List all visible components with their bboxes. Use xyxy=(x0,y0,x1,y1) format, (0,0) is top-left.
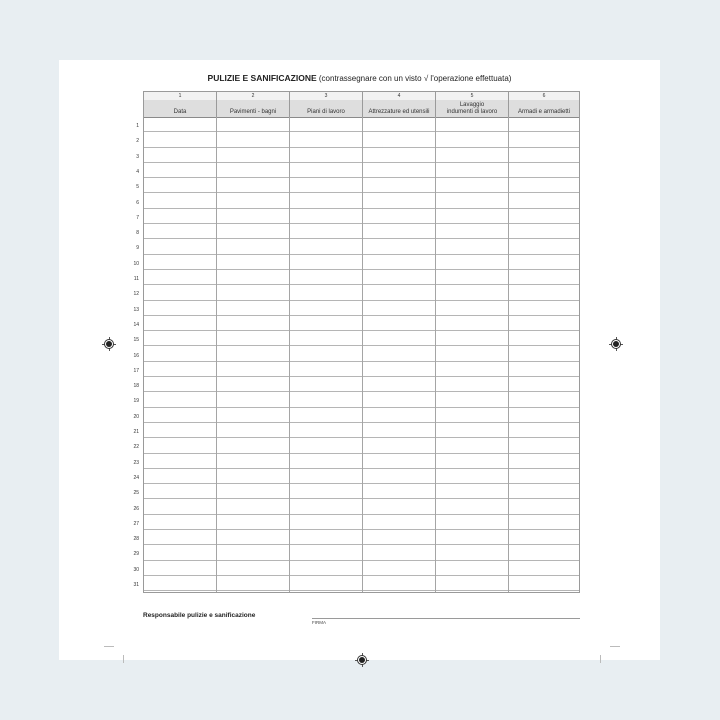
entry-cell[interactable] xyxy=(363,576,436,590)
column-number: 1 xyxy=(144,92,217,100)
entry-cell[interactable] xyxy=(436,408,509,422)
entry-cell[interactable] xyxy=(509,224,579,238)
row-number: 25 xyxy=(133,490,139,497)
entry-cell[interactable] xyxy=(144,316,217,330)
entry-cell[interactable] xyxy=(217,362,290,376)
entry-cell[interactable] xyxy=(290,148,363,162)
entry-cell[interactable] xyxy=(436,301,509,315)
entry-cell[interactable] xyxy=(217,484,290,498)
entry-cell[interactable] xyxy=(290,408,363,422)
entry-cell[interactable] xyxy=(509,178,579,192)
entry-cell[interactable] xyxy=(290,377,363,391)
entry-cell[interactable] xyxy=(290,194,363,208)
entry-cell[interactable] xyxy=(509,484,579,498)
entry-cell[interactable] xyxy=(290,438,363,452)
row-number: 4 xyxy=(136,168,139,175)
row-number: 28 xyxy=(133,536,139,543)
entry-cell[interactable] xyxy=(217,209,290,223)
entry-cell[interactable] xyxy=(509,469,579,483)
entry-cell[interactable] xyxy=(217,270,290,284)
entry-cell[interactable] xyxy=(363,194,436,208)
entry-cell[interactable] xyxy=(217,224,290,238)
entry-cell[interactable] xyxy=(509,239,579,253)
entry-cell[interactable] xyxy=(290,561,363,575)
entry-cell[interactable] xyxy=(217,178,290,192)
column-divider xyxy=(216,117,217,592)
entry-cell[interactable] xyxy=(217,148,290,162)
entry-cell[interactable] xyxy=(436,454,509,468)
entry-cell[interactable] xyxy=(509,515,579,529)
entry-cell[interactable] xyxy=(436,117,509,131)
entry-cell[interactable] xyxy=(436,392,509,406)
entry-cell[interactable] xyxy=(363,423,436,437)
row-number: 5 xyxy=(136,184,139,191)
entry-cell[interactable] xyxy=(217,285,290,299)
entry-cell[interactable] xyxy=(144,561,217,575)
entry-cell[interactable] xyxy=(217,117,290,131)
entry-cell[interactable] xyxy=(144,255,217,269)
entry-cell[interactable] xyxy=(509,132,579,146)
entry-cell[interactable] xyxy=(144,469,217,483)
entry-cell[interactable] xyxy=(363,316,436,330)
column-number: 3 xyxy=(290,92,363,100)
entry-cell[interactable] xyxy=(509,301,579,315)
entry-cell[interactable] xyxy=(509,408,579,422)
column-number: 2 xyxy=(217,92,290,100)
row-number: 27 xyxy=(133,520,139,527)
entry-cell[interactable] xyxy=(436,178,509,192)
entry-cell[interactable] xyxy=(436,285,509,299)
signature-label: FIRMA xyxy=(312,620,326,625)
entry-cell[interactable] xyxy=(363,301,436,315)
column-number: 5 xyxy=(436,92,509,100)
row-number: 1 xyxy=(136,123,139,129)
form-subtitle: (contrassegnare con un visto √ l'operazione effettuata) xyxy=(318,74,512,83)
entry-cell[interactable] xyxy=(509,209,579,223)
row-number: 17 xyxy=(133,367,139,374)
entry-cell[interactable] xyxy=(363,148,436,162)
entry-cell[interactable] xyxy=(290,500,363,514)
entry-cell[interactable] xyxy=(363,561,436,575)
column-header: Armadi e armadietti xyxy=(517,108,571,115)
entry-cell[interactable] xyxy=(144,347,217,361)
entry-cell[interactable] xyxy=(217,301,290,315)
entry-cell[interactable] xyxy=(144,454,217,468)
entry-cell[interactable] xyxy=(144,117,217,131)
entry-cell[interactable] xyxy=(290,454,363,468)
entry-cell[interactable] xyxy=(363,530,436,544)
row-number: 2 xyxy=(136,138,139,145)
entry-cell[interactable] xyxy=(217,408,290,422)
entry-cell[interactable] xyxy=(217,239,290,253)
entry-cell[interactable] xyxy=(436,438,509,452)
row-number: 7 xyxy=(136,214,139,221)
entry-cell[interactable] xyxy=(436,209,509,223)
entry-cell[interactable] xyxy=(144,545,217,559)
entry-cell[interactable] xyxy=(144,194,217,208)
entry-cell[interactable] xyxy=(144,362,217,376)
column-number: 4 xyxy=(363,92,436,100)
entry-cell[interactable] xyxy=(363,270,436,284)
column-divider xyxy=(362,117,363,592)
entry-cell[interactable] xyxy=(217,377,290,391)
entry-cell[interactable] xyxy=(509,117,579,131)
row-number: 22 xyxy=(133,444,139,451)
entry-cell[interactable] xyxy=(436,500,509,514)
entry-cell[interactable] xyxy=(290,239,363,253)
entry-cell[interactable] xyxy=(436,377,509,391)
entry-cell[interactable] xyxy=(217,423,290,437)
entry-cell[interactable] xyxy=(144,500,217,514)
entry-cell[interactable] xyxy=(144,377,217,391)
entry-cell[interactable] xyxy=(144,408,217,422)
entry-cell[interactable] xyxy=(290,530,363,544)
entry-cell[interactable] xyxy=(217,500,290,514)
entry-cell[interactable] xyxy=(436,194,509,208)
entry-cell[interactable] xyxy=(363,132,436,146)
entry-cell[interactable] xyxy=(217,316,290,330)
entry-cell[interactable] xyxy=(509,561,579,575)
row-number: 9 xyxy=(136,245,139,252)
entry-cell[interactable] xyxy=(509,285,579,299)
entry-cell[interactable] xyxy=(144,285,217,299)
entry-cell[interactable] xyxy=(290,392,363,406)
entry-cell[interactable] xyxy=(436,423,509,437)
entry-cell[interactable] xyxy=(144,270,217,284)
entry-cell[interactable] xyxy=(436,545,509,559)
entry-cell[interactable] xyxy=(144,484,217,498)
row-number: 8 xyxy=(136,230,139,237)
row-number: 21 xyxy=(133,429,139,435)
entry-cell[interactable] xyxy=(509,377,579,391)
column-divider xyxy=(289,117,290,592)
entry-cell[interactable] xyxy=(363,545,436,559)
entry-cell[interactable] xyxy=(509,576,579,590)
entry-cell[interactable] xyxy=(217,530,290,544)
entry-cell[interactable] xyxy=(363,347,436,361)
entry-cell[interactable] xyxy=(217,576,290,590)
row-number: 29 xyxy=(133,551,139,558)
entry-cell[interactable] xyxy=(290,484,363,498)
signature-line[interactable] xyxy=(312,618,580,619)
entry-cell[interactable] xyxy=(436,469,509,483)
entry-cell[interactable] xyxy=(436,530,509,544)
entry-cell[interactable] xyxy=(290,331,363,345)
entry-cell[interactable] xyxy=(290,117,363,131)
form-title xyxy=(59,73,660,83)
entry-cell[interactable] xyxy=(509,331,579,345)
entry-cell[interactable] xyxy=(144,148,217,162)
entry-cell[interactable] xyxy=(509,362,579,376)
entry-cell[interactable] xyxy=(217,561,290,575)
entry-cell[interactable] xyxy=(509,316,579,330)
entry-cell[interactable] xyxy=(509,148,579,162)
registration-mark-bottom-icon xyxy=(357,655,367,665)
column-header: Pavimenti - bagni xyxy=(217,100,290,117)
entry-cell[interactable] xyxy=(363,500,436,514)
entry-cell[interactable] xyxy=(144,178,217,192)
entry-cell[interactable] xyxy=(509,500,579,514)
row-number: 19 xyxy=(133,398,139,405)
entry-cell[interactable] xyxy=(144,239,217,253)
entry-cell[interactable] xyxy=(144,515,217,529)
entry-cell[interactable] xyxy=(290,178,363,192)
footer-responsible-label: Responsabile pulizie e sanificazione xyxy=(143,612,256,619)
row-number: 6 xyxy=(136,199,139,206)
entry-cell[interactable] xyxy=(290,301,363,315)
entry-cell[interactable] xyxy=(436,224,509,238)
entry-cell[interactable] xyxy=(436,316,509,330)
entry-cell[interactable] xyxy=(144,576,217,590)
row-number: 10 xyxy=(133,260,139,267)
entry-cell[interactable] xyxy=(436,576,509,590)
entry-cell[interactable] xyxy=(436,362,509,376)
entry-cell[interactable] xyxy=(217,392,290,406)
entry-cell[interactable] xyxy=(363,209,436,223)
entry-cell[interactable] xyxy=(217,132,290,146)
entry-cell[interactable] xyxy=(290,132,363,146)
entry-cell[interactable] xyxy=(144,530,217,544)
entry-cell[interactable] xyxy=(144,301,217,315)
entry-cell[interactable] xyxy=(436,255,509,269)
entry-cell[interactable] xyxy=(217,255,290,269)
entry-cell[interactable] xyxy=(436,484,509,498)
entry-cell[interactable] xyxy=(363,362,436,376)
column-divider xyxy=(435,117,436,592)
entry-cell[interactable] xyxy=(363,178,436,192)
row-number: 30 xyxy=(133,566,139,573)
entry-cell[interactable] xyxy=(363,239,436,253)
entry-cell[interactable] xyxy=(436,331,509,345)
entry-cell[interactable] xyxy=(363,408,436,422)
trim-mark-bottom-left xyxy=(104,646,114,647)
entry-cell[interactable] xyxy=(144,331,217,345)
entry-cell[interactable] xyxy=(363,117,436,131)
entry-cell[interactable] xyxy=(144,423,217,437)
entry-cell[interactable] xyxy=(363,331,436,345)
column-header: Piani di lavoro xyxy=(290,100,363,117)
row-number: 23 xyxy=(133,459,139,466)
entry-cell[interactable] xyxy=(509,438,579,452)
entry-cell[interactable] xyxy=(363,515,436,529)
trim-mark-bottom-right xyxy=(610,646,620,647)
column-header-row xyxy=(144,100,579,118)
entry-cell[interactable] xyxy=(217,515,290,529)
entry-cell[interactable] xyxy=(144,163,217,177)
registration-mark-left-icon xyxy=(104,339,114,349)
entry-cell[interactable] xyxy=(509,347,579,361)
entry-cell[interactable] xyxy=(363,255,436,269)
entry-cell[interactable] xyxy=(144,224,217,238)
row-number: 11 xyxy=(133,276,139,282)
entry-cell[interactable] xyxy=(363,392,436,406)
entry-cell[interactable] xyxy=(144,438,217,452)
row-number: 20 xyxy=(133,413,139,420)
entry-cell[interactable] xyxy=(363,224,436,238)
entry-cell[interactable] xyxy=(509,530,579,544)
row-number: 12 xyxy=(133,291,139,298)
entry-cell[interactable] xyxy=(509,270,579,284)
trim-mark-bottom-right-vertical xyxy=(600,655,601,663)
entry-cell[interactable] xyxy=(290,224,363,238)
entry-cell[interactable] xyxy=(436,239,509,253)
entry-cell[interactable] xyxy=(436,270,509,284)
entry-cell[interactable] xyxy=(363,377,436,391)
entry-cell[interactable] xyxy=(217,438,290,452)
column-divider xyxy=(508,117,509,592)
entry-cell[interactable] xyxy=(509,392,579,406)
row-number: 13 xyxy=(133,306,139,313)
row-number: 16 xyxy=(133,352,139,359)
entry-cell[interactable] xyxy=(290,347,363,361)
entry-cell[interactable] xyxy=(144,392,217,406)
entry-cell[interactable] xyxy=(217,163,290,177)
entry-cell[interactable] xyxy=(217,194,290,208)
entry-cell[interactable] xyxy=(436,132,509,146)
entry-cell[interactable] xyxy=(290,469,363,483)
column-number: 6 xyxy=(542,93,546,99)
entry-cell[interactable] xyxy=(509,545,579,559)
entry-cell[interactable] xyxy=(290,362,363,376)
entry-cell[interactable] xyxy=(363,454,436,468)
entry-cell[interactable] xyxy=(436,347,509,361)
entry-cell[interactable] xyxy=(509,194,579,208)
row-number: 15 xyxy=(133,337,139,344)
entry-cell[interactable] xyxy=(363,163,436,177)
entry-cell[interactable] xyxy=(290,285,363,299)
registration-mark-right-icon xyxy=(611,339,621,349)
column-header: Attrezzature ed utensili xyxy=(363,100,436,117)
row-number: 26 xyxy=(133,505,139,512)
entry-cell[interactable] xyxy=(290,270,363,284)
entry-cell[interactable] xyxy=(290,163,363,177)
row-number: 24 xyxy=(133,474,139,481)
entry-cell[interactable] xyxy=(217,454,290,468)
entry-cell[interactable] xyxy=(290,545,363,559)
entry-cell[interactable] xyxy=(217,347,290,361)
row-number: 18 xyxy=(133,383,139,390)
column-header: Data xyxy=(144,100,217,117)
entry-cell[interactable] xyxy=(290,209,363,223)
form-sheet xyxy=(59,60,660,660)
form-title-main: PULIZIE E SANIFICAZIONE xyxy=(207,73,317,83)
entry-cell[interactable] xyxy=(290,515,363,529)
row-number: 31 xyxy=(133,582,139,588)
entry-cell[interactable] xyxy=(509,163,579,177)
entry-cell[interactable] xyxy=(217,545,290,559)
entry-cell[interactable] xyxy=(363,469,436,483)
entry-cell[interactable] xyxy=(217,331,290,345)
entry-cell[interactable] xyxy=(509,255,579,269)
entry-cell[interactable] xyxy=(436,561,509,575)
entry-cell[interactable] xyxy=(290,255,363,269)
log-table xyxy=(143,91,580,593)
entry-cell[interactable] xyxy=(144,132,217,146)
column-header: Lavaggio indumenti di lavoro xyxy=(436,100,509,117)
row-number: 14 xyxy=(133,321,139,328)
entry-cell[interactable] xyxy=(290,316,363,330)
entry-cell[interactable] xyxy=(509,454,579,468)
entry-cell[interactable] xyxy=(363,285,436,299)
entry-cell[interactable] xyxy=(436,515,509,529)
entry-cell[interactable] xyxy=(144,209,217,223)
entry-cell[interactable] xyxy=(217,469,290,483)
entry-cell[interactable] xyxy=(436,148,509,162)
entry-cell[interactable] xyxy=(509,423,579,437)
entry-cell[interactable] xyxy=(290,423,363,437)
entry-cell[interactable] xyxy=(363,438,436,452)
entry-cell[interactable] xyxy=(363,484,436,498)
row-number: 3 xyxy=(136,153,139,160)
entry-cell[interactable] xyxy=(290,576,363,590)
entry-cell[interactable] xyxy=(436,163,509,177)
trim-mark-bottom-left-vertical xyxy=(123,655,124,663)
